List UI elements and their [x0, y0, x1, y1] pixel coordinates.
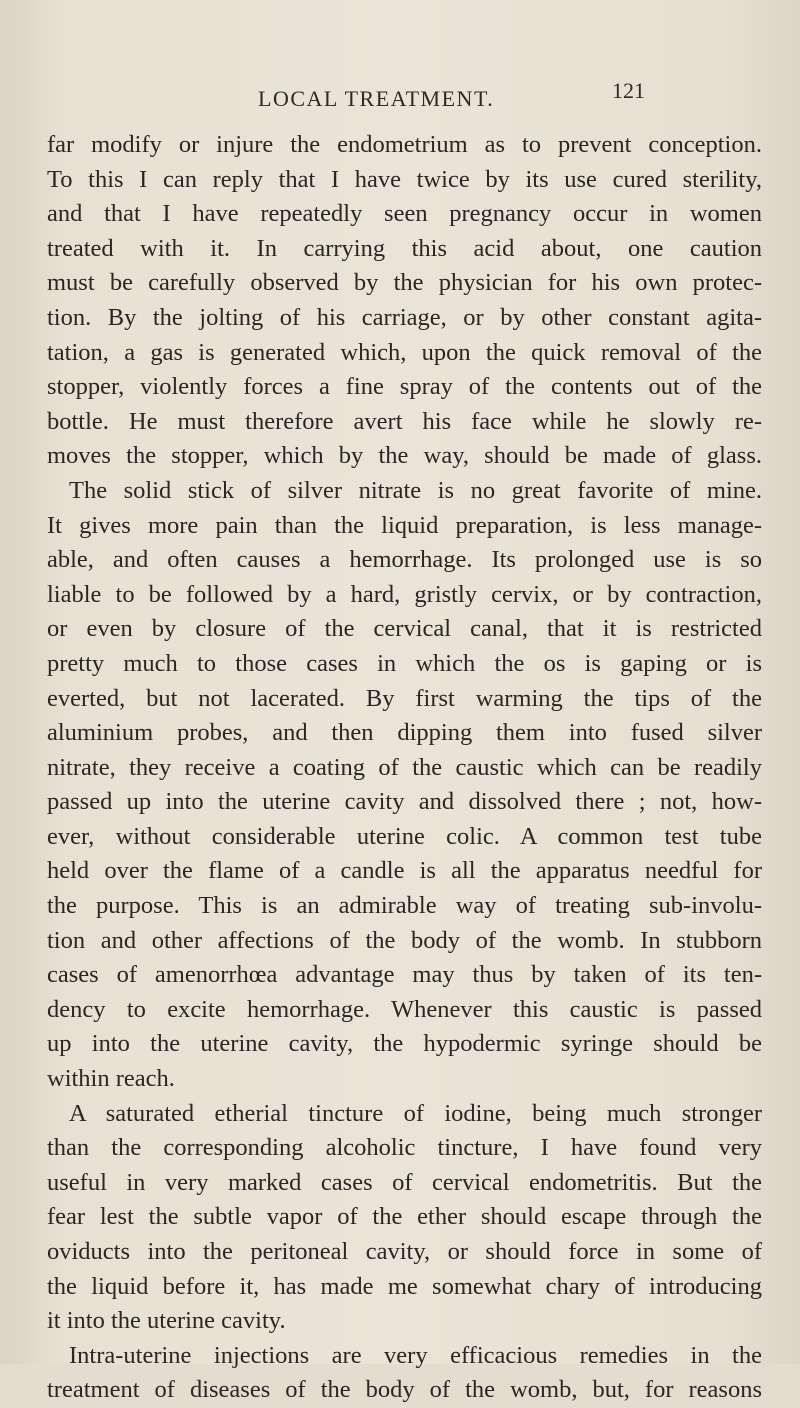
- text-line: A saturated etherial tincture of iodine, being much stronger: [69, 1099, 762, 1127]
- text-line: It gives more pain than the liquid preparation, is less manage-: [47, 511, 762, 539]
- page-number: 121: [612, 78, 645, 103]
- text-line: dency to excite hemorrhage. Whenever this caustic is passed: [47, 995, 762, 1023]
- text-line: Intra-uterine injections are very efficacious remedies in the: [69, 1341, 762, 1369]
- text-line: than the corresponding alcoholic tincture, I have found very: [47, 1134, 762, 1162]
- text-line: tion. By the jolting of his carriage, or by other constant agita-: [47, 303, 762, 331]
- text-line: nitrate, they receive a coating of the caustic which can be readily: [47, 753, 762, 781]
- text-line: within reach.: [47, 1065, 175, 1093]
- text-line: liable to be followed by a hard, gristly cervix, or by contraction,: [47, 580, 762, 608]
- text-line: able, and often causes a hemorrhage. Its prolonged use is so: [47, 546, 762, 574]
- text-line: up into the uterine cavity, the hypodermic syringe should be: [47, 1030, 762, 1058]
- text-line: or even by closure of the cervical canal, that it is restricted: [47, 615, 762, 643]
- text-line: it into the uterine cavity.: [47, 1307, 286, 1335]
- text-line: everted, but not lacerated. By first warming the tips of the: [47, 684, 762, 712]
- text-line: cases of amenorrhœa advantage may thus by taken of its ten-: [47, 961, 762, 989]
- body-text: [47, 128, 762, 1408]
- text-line: moves the stopper, which by the way, should be made of glass.: [47, 442, 762, 470]
- text-line: tion and other affections of the body of the womb. In stubborn: [47, 926, 762, 954]
- text-line: treated with it. In carrying this acid about, one caution: [47, 234, 762, 262]
- text-line: To this I can reply that I have twice by its use cured sterility,: [47, 165, 762, 193]
- text-line: far modify or injure the endometrium as to prevent conception.: [47, 131, 762, 158]
- text-line: The solid stick of silver nitrate is no great favorite of mine.: [69, 476, 762, 504]
- text-line: ever, without considerable uterine colic. A common test tube: [47, 822, 762, 850]
- text-line: and that I have repeatedly seen pregnancy occur in women: [47, 200, 762, 228]
- text-line: aluminium probes, and then dipping them into fused silver: [47, 719, 762, 747]
- text-line: must be carefully observed by the physician for his own protec-: [47, 269, 762, 297]
- text-line: oviducts into the peritoneal cavity, or should force in some of: [47, 1238, 762, 1265]
- text-line: fear lest the subtle vapor of the ether should escape through the: [47, 1203, 762, 1231]
- text-line: the purpose. This is an admirable way of treating sub-involu-: [47, 892, 762, 920]
- running-head: [0, 78, 800, 116]
- text-line: tation, a gas is generated which, upon the quick removal of the: [47, 338, 762, 366]
- text-line: stopper, violently forces a fine spray of the contents out of the: [47, 373, 762, 401]
- text-line: treatment of diseases of the body of the womb, but, for reasons: [47, 1376, 762, 1404]
- text-line: held over the flame of a candle is all the apparatus needful for: [47, 857, 762, 885]
- text-line: useful in very marked cases of cervical endometritis. But the: [47, 1168, 762, 1196]
- text-line: pretty much to those cases in which the os is gaping or is: [47, 649, 762, 677]
- text-line: bottle. He must therefore avert his face while he slowly re-: [47, 407, 762, 435]
- text-line: passed up into the uterine cavity and dissolved there ; not, how-: [47, 788, 762, 816]
- text-line: the liquid before it, has made me somewhat chary of introducing: [47, 1272, 762, 1300]
- running-title: LOCAL TREATMENT.: [258, 86, 495, 111]
